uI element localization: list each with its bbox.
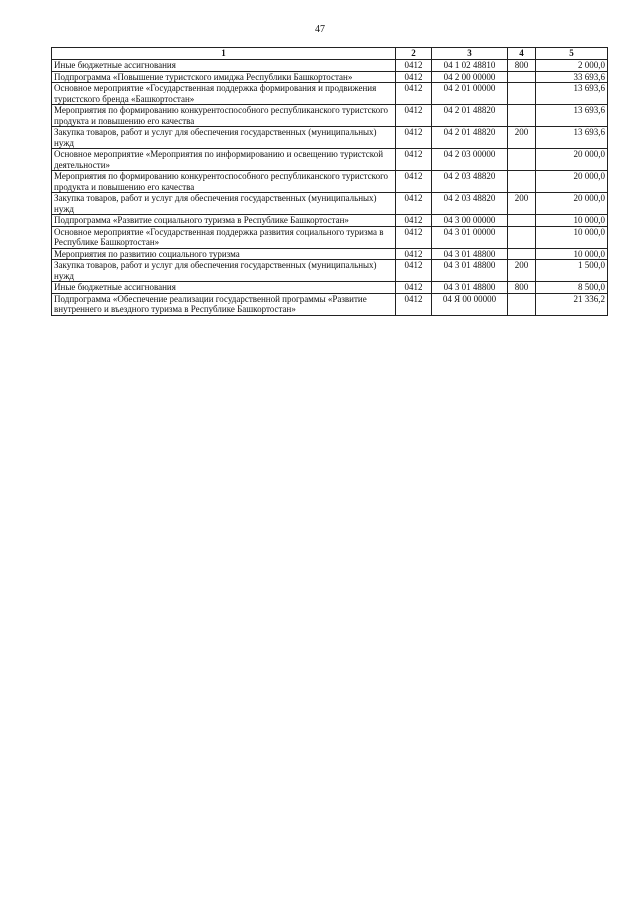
- table-row: [52, 260, 608, 282]
- row-expense-type-cell: 200: [508, 260, 536, 282]
- row-expense-type-cell: [508, 215, 536, 227]
- table-row: [52, 71, 608, 83]
- row-name-cell: Мероприятия по формированию конкурентоспособного республиканского туристского продукта и повышению его качества: [52, 171, 396, 193]
- table-row: [52, 282, 608, 294]
- table-row: [52, 293, 608, 315]
- row-target-article-cell: 04 2 03 00000: [432, 149, 508, 171]
- row-expense-type-cell: 800: [508, 60, 536, 72]
- row-name-cell: Иные бюджетные ассигнования: [52, 60, 396, 72]
- row-name-cell: Подпрограмма «Обеспечение реализации государственной программы «Развитие внутреннего и въездного туризма в Республике Башкортостан»: [52, 293, 396, 315]
- table-row: [52, 193, 608, 215]
- row-section-code-cell: 0412: [396, 193, 432, 215]
- row-target-article-cell: 04 2 01 00000: [432, 83, 508, 105]
- row-amount-cell: 10 000,0: [536, 226, 608, 248]
- row-section-code-cell: 0412: [396, 248, 432, 260]
- row-target-article-cell: 04 Я 00 00000: [432, 293, 508, 315]
- row-section-code-cell: 0412: [396, 71, 432, 83]
- row-target-article-cell: 04 3 01 48800: [432, 248, 508, 260]
- row-target-article-cell: 04 2 01 48820: [432, 105, 508, 127]
- row-section-code-cell: 0412: [396, 127, 432, 149]
- row-expense-type-cell: [508, 149, 536, 171]
- row-expense-type-cell: [508, 248, 536, 260]
- row-target-article-cell: 04 2 03 48820: [432, 171, 508, 193]
- table-row: [52, 149, 608, 171]
- row-section-code-cell: 0412: [396, 171, 432, 193]
- row-amount-cell: 10 000,0: [536, 248, 608, 260]
- table-body: [52, 60, 608, 316]
- row-name-cell: Основное мероприятие «Государственная поддержка формирования и продвижения туристского бренда «Башкортостан»: [52, 83, 396, 105]
- row-section-code-cell: 0412: [396, 260, 432, 282]
- table-header-row: [52, 48, 608, 60]
- row-amount-cell: 13 693,6: [536, 105, 608, 127]
- header-col-2: 2: [396, 48, 432, 60]
- row-amount-cell: 13 693,6: [536, 83, 608, 105]
- row-section-code-cell: 0412: [396, 149, 432, 171]
- row-section-code-cell: 0412: [396, 83, 432, 105]
- row-amount-cell: 20 000,0: [536, 171, 608, 193]
- budget-table: [51, 47, 608, 316]
- row-amount-cell: 20 000,0: [536, 193, 608, 215]
- row-expense-type-cell: [508, 105, 536, 127]
- row-amount-cell: 13 693,6: [536, 127, 608, 149]
- row-amount-cell: 20 000,0: [536, 149, 608, 171]
- row-name-cell: Основное мероприятие «Мероприятия по информированию и освещению туристской деятельности»: [52, 149, 396, 171]
- row-name-cell: Закупка товаров, работ и услуг для обеспечения государственных (муниципальных) нужд: [52, 260, 396, 282]
- row-section-code-cell: 0412: [396, 282, 432, 294]
- table-row: [52, 127, 608, 149]
- row-expense-type-cell: [508, 226, 536, 248]
- row-expense-type-cell: [508, 293, 536, 315]
- row-section-code-cell: 0412: [396, 293, 432, 315]
- row-expense-type-cell: [508, 71, 536, 83]
- row-amount-cell: 8 500,0: [536, 282, 608, 294]
- row-target-article-cell: 04 3 01 48800: [432, 282, 508, 294]
- row-amount-cell: 2 000,0: [536, 60, 608, 72]
- row-target-article-cell: 04 3 01 48800: [432, 260, 508, 282]
- row-name-cell: Основное мероприятие «Государственная поддержка развития социального туризма в Республике Башкортостан»: [52, 226, 396, 248]
- row-name-cell: Закупка товаров, работ и услуг для обеспечения государственных (муниципальных) нужд: [52, 193, 396, 215]
- page-number: 47: [315, 24, 325, 35]
- table-row: [52, 105, 608, 127]
- row-expense-type-cell: 200: [508, 127, 536, 149]
- row-target-article-cell: 04 2 03 48820: [432, 193, 508, 215]
- row-name-cell: Закупка товаров, работ и услуг для обеспечения государственных (муниципальных) нужд: [52, 127, 396, 149]
- table-row: [52, 248, 608, 260]
- table-row: [52, 60, 608, 72]
- row-section-code-cell: 0412: [396, 105, 432, 127]
- row-name-cell: Подпрограмма «Повышение туристского имиджа Республики Башкортостан»: [52, 71, 396, 83]
- table-row: [52, 171, 608, 193]
- row-expense-type-cell: [508, 83, 536, 105]
- row-name-cell: Мероприятия по формированию конкурентоспособного республиканского туристского продукта и повышению его качества: [52, 105, 396, 127]
- row-section-code-cell: 0412: [396, 60, 432, 72]
- row-amount-cell: 1 500,0: [536, 260, 608, 282]
- row-name-cell: Иные бюджетные ассигнования: [52, 282, 396, 294]
- row-amount-cell: 21 336,2: [536, 293, 608, 315]
- header-col-4: 4: [508, 48, 536, 60]
- row-section-code-cell: 0412: [396, 226, 432, 248]
- row-expense-type-cell: [508, 171, 536, 193]
- row-amount-cell: 10 000,0: [536, 215, 608, 227]
- table-row: [52, 215, 608, 227]
- row-target-article-cell: 04 3 01 00000: [432, 226, 508, 248]
- row-amount-cell: 33 693,6: [536, 71, 608, 83]
- table-row: [52, 83, 608, 105]
- row-section-code-cell: 0412: [396, 215, 432, 227]
- header-col-5: 5: [536, 48, 608, 60]
- row-expense-type-cell: 200: [508, 193, 536, 215]
- row-target-article-cell: 04 2 00 00000: [432, 71, 508, 83]
- table-row: [52, 226, 608, 248]
- row-target-article-cell: 04 3 00 00000: [432, 215, 508, 227]
- row-name-cell: Мероприятия по развитию социального туризма: [52, 248, 396, 260]
- header-col-3: 3: [432, 48, 508, 60]
- header-col-1: 1: [52, 48, 396, 60]
- row-target-article-cell: 04 2 01 48820: [432, 127, 508, 149]
- row-expense-type-cell: 800: [508, 282, 536, 294]
- row-name-cell: Подпрограмма «Развитие социального туризма в Республике Башкортостан»: [52, 215, 396, 227]
- row-target-article-cell: 04 1 02 48810: [432, 60, 508, 72]
